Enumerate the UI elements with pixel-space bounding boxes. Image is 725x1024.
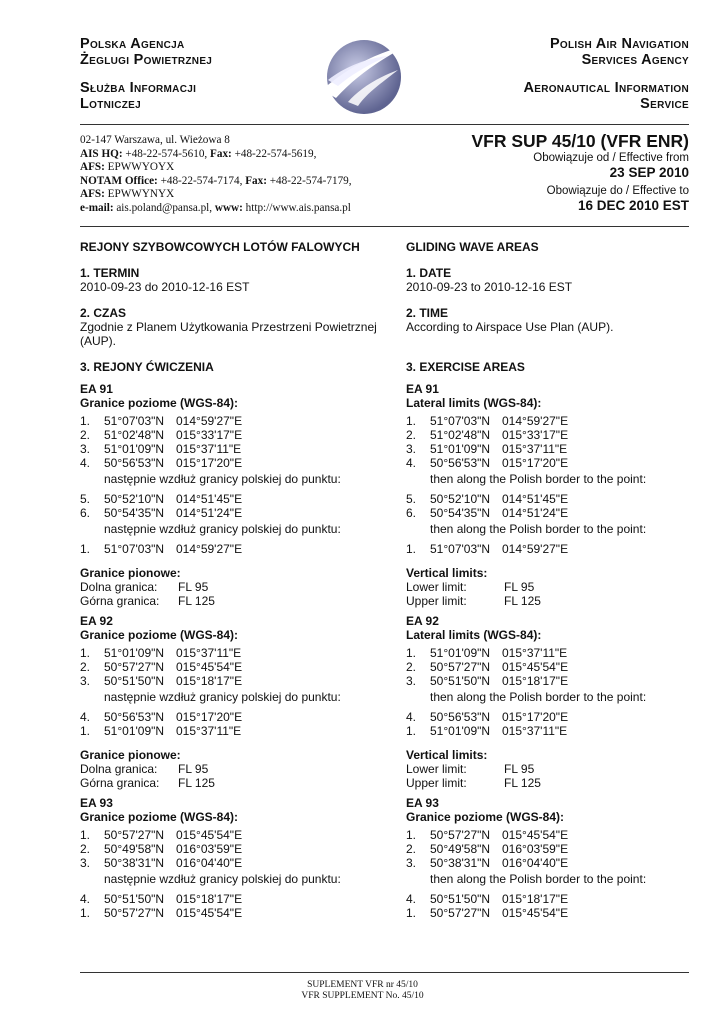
area-name: EA 92 <box>80 614 113 628</box>
upper-limit-row: Górna granica: FL 125 <box>80 776 215 790</box>
service-name-en-1: Aeronautical Information <box>523 80 689 96</box>
section-title: REJONY SZYBOWCOWYCH LOTÓW FALOWYCH <box>80 240 360 254</box>
border-note: następnie wzdłuż granicy polskiej do punktu: <box>104 690 341 704</box>
border-note: then along the Polish border to the point: <box>430 690 647 704</box>
footer <box>0 980 725 1002</box>
list-item: 1. 51°01'09"N 015°37'11"E <box>406 646 568 660</box>
effective-to-date: 16 DEC 2010 EST <box>577 198 689 213</box>
afs-line-2: AFS: EPWWYNYX <box>80 188 175 201</box>
area-name: EA 93 <box>80 796 113 810</box>
list-item: 6. 50°54'35"N 014°51'24"E <box>80 506 243 520</box>
list-item: 1. 51°07'03"N 014°59'27"E <box>406 542 569 556</box>
lower-limit-row: Lower limit: FL 95 <box>406 762 535 776</box>
header-rule <box>80 124 689 125</box>
vertical-limits-label: Vertical limits: <box>406 748 488 762</box>
contact-block <box>80 134 352 216</box>
footer-rule <box>80 972 689 973</box>
contact-rule <box>80 226 689 227</box>
areas-heading: 3. EXERCISE AREAS <box>406 360 525 374</box>
area-name: EA 91 <box>406 382 439 396</box>
areas-heading: 3. REJONY ĆWICZENIA <box>80 360 214 374</box>
list-item: 5. 50°52'10"N 014°51'45"E <box>80 492 243 506</box>
list-item: 3. 50°51'50"N 015°18'17"E <box>406 674 569 688</box>
area-name: EA 92 <box>406 614 439 628</box>
agency-name-pl-1: Polska Agencja <box>80 36 185 52</box>
email-line: e-mail: ais.poland@pansa.pl, www: http://www.ais.pansa.pl <box>80 201 351 214</box>
vertical-limits-label: Granice pionowe: <box>80 566 181 580</box>
date-value: 2010-09-23 do 2010-12-16 EST <box>80 280 250 294</box>
website-link[interactable]: http://www.ais.pansa.pl <box>242 201 351 214</box>
border-note: następnie wzdłuż granicy polskiej do punktu: <box>104 472 341 486</box>
list-item: 1. 51°01'09"N 015°37'11"E <box>80 724 242 738</box>
lateral-limits-label: Granice poziome (WGS-84): <box>80 810 239 824</box>
list-item: 4. 50°51'50"N 015°18'17"E <box>406 892 569 906</box>
list-item: 3. 50°38'31"N 016°04'40"E <box>406 856 569 870</box>
list-item: 3. 50°38'31"N 016°04'40"E <box>80 856 243 870</box>
list-item: 2. 50°57'27"N 015°45'54"E <box>406 660 569 674</box>
list-item: 1. 50°57'27"N 015°45'54"E <box>406 828 569 842</box>
effective-from-label: Obowiązuje od / Effective from <box>533 152 689 164</box>
effective-from-date: 23 SEP 2010 <box>609 165 689 180</box>
time-value: According to Airspace Use Plan (AUP). <box>406 320 614 334</box>
border-note: then along the Polish border to the point: <box>430 522 647 536</box>
footer-line-en: VFR SUPPLEMENT No. 45/10 <box>301 991 424 1001</box>
list-item: 1. 51°07'03"N 014°59'27"E <box>406 414 569 428</box>
footer-line-pl: SUPLEMENT VFR nr 45/10 <box>307 980 418 990</box>
agency-name-pl-2: Żeglugi Powietrznej <box>80 52 213 68</box>
border-note: then along the Polish border to the point: <box>430 472 647 486</box>
service-name-pl-2: Lotniczej <box>80 96 142 112</box>
lateral-limits-label: Granice poziome (WGS-84): <box>80 628 239 642</box>
agency-name-en-2: Services Agency <box>581 52 689 68</box>
notam-line: NOTAM Office: +48-22-574-7174, Fax: +48-22-574-7179, <box>80 174 352 187</box>
lower-limit-row: Dolna granica: FL 95 <box>80 580 209 594</box>
list-item: 5. 50°52'10"N 014°51'45"E <box>406 492 569 506</box>
time-value: Zgodnie z Planem Użytkowania Przestrzeni Powietrznej (AUP). <box>80 320 377 348</box>
list-item: 6. 50°54'35"N 014°51'24"E <box>406 506 569 520</box>
list-item: 3. 51°01'09"N 015°37'11"E <box>406 442 568 456</box>
lower-limit-row: Lower limit: FL 95 <box>406 580 535 594</box>
supplement-title: VFR SUP 45/10 (VFR ENR) <box>471 131 689 151</box>
address-line: 02-147 Warszawa, ul. Wieżowa 8 <box>80 134 230 146</box>
pansa-logo <box>318 32 408 120</box>
list-item: 4. 50°51'50"N 015°18'17"E <box>80 892 243 906</box>
list-item: 2. 51°02'48"N 015°33'17"E <box>406 428 569 442</box>
date-heading: 1. DATE <box>406 266 452 280</box>
list-item: 3. 51°01'09"N 015°37'11"E <box>80 442 242 456</box>
list-item: 4. 50°56'53"N 015°17'20"E <box>80 710 243 724</box>
list-item: 1. 51°01'09"N 015°37'11"E <box>80 646 242 660</box>
upper-limit-row: Upper limit: FL 125 <box>406 776 541 790</box>
list-item: 2. 50°49'58"N 016°03'59"E <box>80 842 243 856</box>
lateral-limits-label: Lateral limits (WGS-84): <box>406 628 542 642</box>
service-name-pl-1: Służba Informacji <box>80 80 197 96</box>
agency-name-en-1: Polish Air Navigation <box>549 36 689 52</box>
header-right <box>523 36 689 112</box>
service-name-en-2: Service <box>640 96 689 112</box>
list-item: 1. 50°57'27"N 015°45'54"E <box>80 906 243 920</box>
list-item: 1. 50°57'27"N 015°45'54"E <box>80 828 243 842</box>
border-note: następnie wzdłuż granicy polskiej do punktu: <box>104 872 341 886</box>
ais-hq-line: AIS HQ: +48-22-574-5610, Fax: +48-22-574-5619, <box>80 147 317 160</box>
afs-line-1: AFS: EPWWYOYX <box>80 161 175 174</box>
area-name: EA 91 <box>80 382 113 396</box>
english-column <box>406 240 706 920</box>
lateral-limits-label: Lateral limits (WGS-84): <box>406 396 542 410</box>
supplement-info <box>471 130 689 214</box>
lower-limit-row: Dolna granica: FL 95 <box>80 762 209 776</box>
vertical-limits-label: Vertical limits: <box>406 566 488 580</box>
list-item: 1. 51°07'03"N 014°59'27"E <box>80 542 243 556</box>
time-heading: 2. CZAS <box>80 306 127 320</box>
list-item: 1. 51°01'09"N 015°37'11"E <box>406 724 568 738</box>
date-value: 2010-09-23 to 2010-12-16 EST <box>406 280 573 294</box>
date-heading: 1. TERMIN <box>80 266 140 280</box>
lateral-limits-label: Granice poziome (WGS-84): <box>80 396 239 410</box>
list-item: 1. 50°57'27"N 015°45'54"E <box>406 906 569 920</box>
upper-limit-row: Upper limit: FL 125 <box>406 594 541 608</box>
list-item: 3. 50°51'50"N 015°18'17"E <box>80 674 243 688</box>
area-name: EA 93 <box>406 796 439 810</box>
list-item: 2. 50°57'27"N 015°45'54"E <box>80 660 243 674</box>
vertical-limits-label: Granice pionowe: <box>80 748 181 762</box>
list-item: 2. 50°49'58"N 016°03'59"E <box>406 842 569 856</box>
list-item: 4. 50°56'53"N 015°17'20"E <box>406 710 569 724</box>
section-title: GLIDING WAVE AREAS <box>406 240 539 254</box>
border-note: następnie wzdłuż granicy polskiej do punktu: <box>104 522 341 536</box>
header-left <box>80 36 212 112</box>
lateral-limits-label: Granice poziome (WGS-84): <box>406 810 565 824</box>
border-note: then along the Polish border to the point: <box>430 872 647 886</box>
list-item: 2. 51°02'48"N 015°33'17"E <box>80 428 243 442</box>
polish-column <box>80 240 380 920</box>
time-heading: 2. TIME <box>406 306 449 320</box>
effective-to-label: Obowiązuje do / Effective to <box>546 185 689 197</box>
list-item: 4. 50°56'53"N 015°17'20"E <box>80 456 243 470</box>
list-item: 4. 50°56'53"N 015°17'20"E <box>406 456 569 470</box>
list-item: 1. 51°07'03"N 014°59'27"E <box>80 414 243 428</box>
upper-limit-row: Górna granica: FL 125 <box>80 594 215 608</box>
